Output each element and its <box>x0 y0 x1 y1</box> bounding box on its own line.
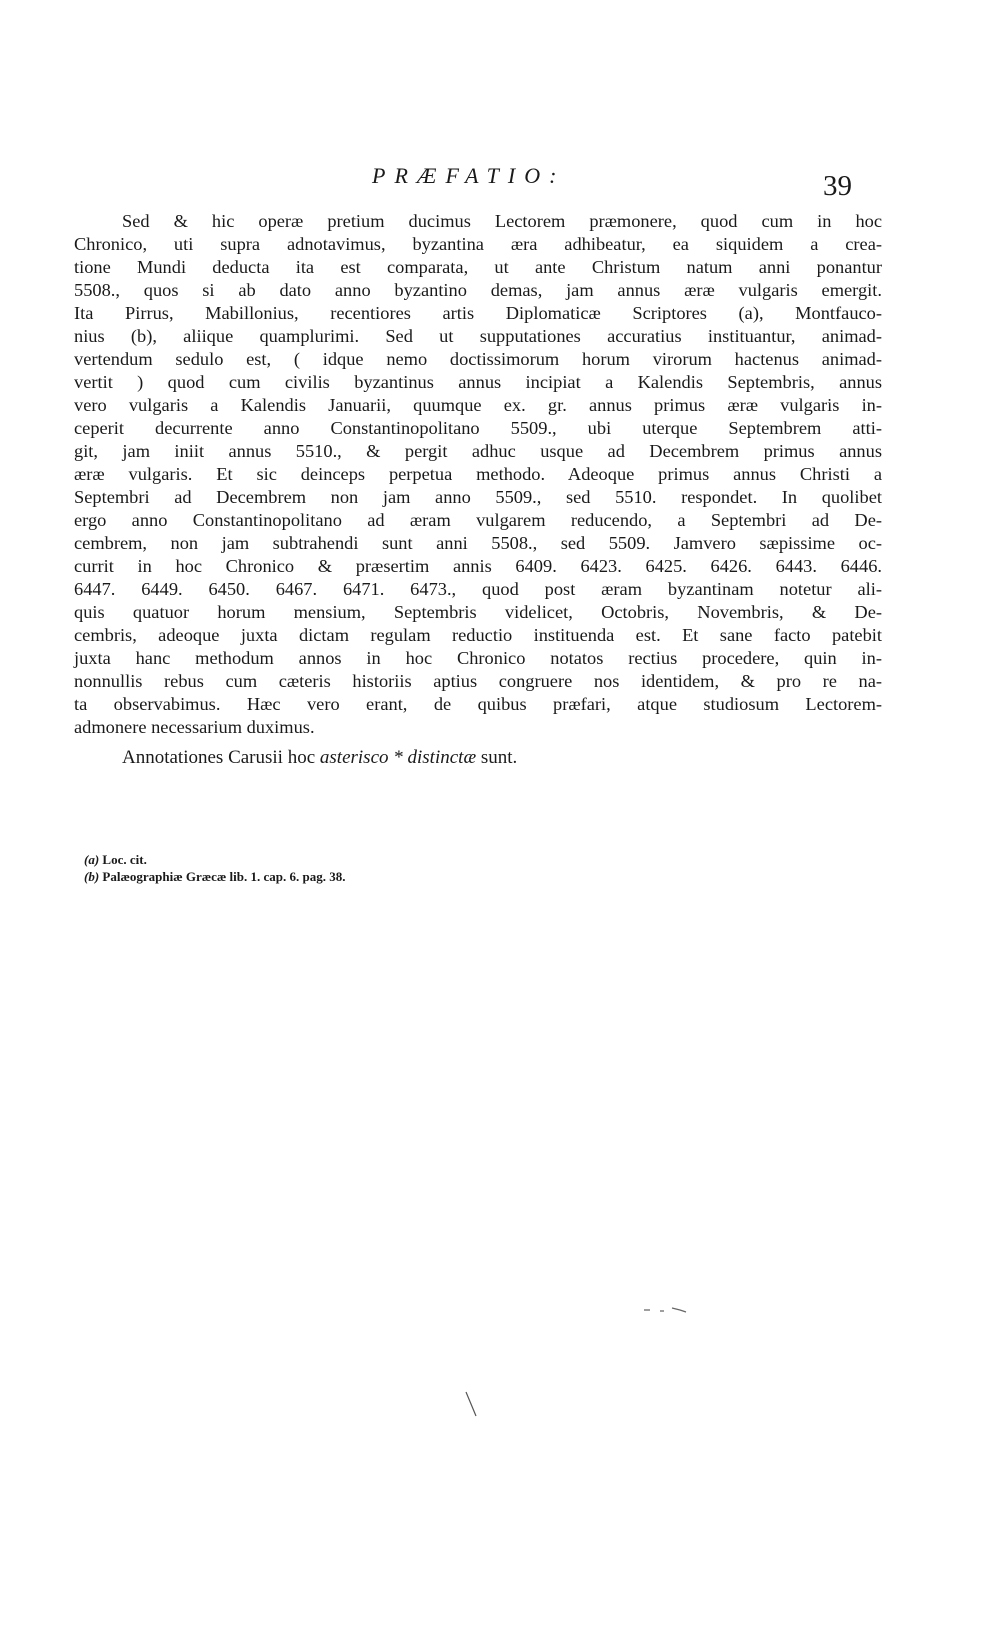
text-line: tione Mundi deducta ita est comparata, ut ante Christum natum anni ponantur <box>74 257 882 277</box>
text-line: quis quatuor horum mensium, Septembris videlicet, Octobris, Novembris, & De- <box>74 602 882 622</box>
text-line: Sed & hic operæ pretium ducimus Lectorem præmonere, quod cum in hoc <box>122 211 882 231</box>
text-line: 5508., quos si ab dato anno byzantino demas, jam annus æræ vulgaris emergit. <box>74 280 882 300</box>
footnote-mark: (a) <box>84 852 100 867</box>
running-title: PRÆFATIO: <box>372 163 566 188</box>
text-line: juxta hanc methodum annos in hoc Chronico notatos rectius procedere, quin in- <box>74 648 882 668</box>
footnote-text: Palæographiæ Græcæ lib. 1. cap. 6. pag. 38. <box>102 869 346 884</box>
footnotes <box>84 851 684 885</box>
text-line: ta observabimus. Hæc vero erant, de quibus præfari, atque studiosum Lectorem- <box>74 694 882 714</box>
text-line: ergo anno Constantinopolitano ad æram vulgarem reducendo, a Septembri ad De- <box>74 510 882 530</box>
text-line: Septembri ad Decembrem non jam anno 5509., sed 5510. respondet. In quolibet <box>74 487 882 507</box>
closing-note-start: Annotationes Carusii hoc <box>122 747 316 768</box>
text-line: æræ vulgaris. Et sic deinceps perpetua methodo. Adeoque primus annus Christi a <box>74 464 882 484</box>
scan-stroke-mark <box>462 1390 482 1420</box>
text-line: 6447. 6449. 6450. 6467. 6471. 6473., quod post æram byzantinam notetur ali- <box>74 579 882 599</box>
text-line: admonere necessarium duximus. <box>74 717 315 737</box>
footnote-text: Loc. cit. <box>102 852 147 867</box>
page-number: 39 <box>823 170 852 202</box>
footnote-a <box>84 851 684 868</box>
preface-text <box>74 210 882 770</box>
footnote-mark: (b) <box>84 869 100 884</box>
scan-speck-marks <box>640 1300 700 1320</box>
text-line: currit in hoc Chronico & præsertim annis 6409. 6423. 6425. 6426. 6443. 6446. <box>74 556 882 576</box>
text-line: nonnullis rebus cum cæteris historiis aptius congruere nos identidem, & pro re na- <box>74 671 882 691</box>
text-line: git, jam iniit annus 5510., & pergit adhuc usque ad Decembrem primus annus <box>74 441 882 461</box>
closing-note-end: sunt. <box>480 747 518 768</box>
footnote-b <box>84 868 684 885</box>
text-line: vertendum sedulo est, ( idque nemo doctissimorum horum virorum hactenus animad- <box>74 349 882 369</box>
text-line: cembris, adeoque juxta dictam regulam reductio instituenda est. Et sane facto patebit <box>74 625 882 645</box>
text-line: Chronico, uti supra adnotavimus, byzantina æra adhibeatur, ea siquidem a crea- <box>74 234 882 254</box>
closing-note <box>74 746 882 770</box>
text-line: nius (b), aliique quamplurimi. Sed ut supputationes accuratius instituantur, animad- <box>74 326 882 346</box>
text-line: vero vulgaris a Kalendis Januarii, quumque ex. gr. annus primus æræ vulgaris in- <box>74 395 882 415</box>
closing-note-italic: asterisco * distinctæ <box>319 747 477 768</box>
text-line: ceperit decurrente anno Constantinopolitano 5509., ubi uterque Septembrem atti- <box>74 418 882 438</box>
text-line: vertit ) quod cum civilis byzantinus annus incipiat a Kalendis Septembris, annus <box>74 372 882 392</box>
text-line: Ita Pirrus, Mabillonius, recentiores artis Diplomaticæ Scriptores (a), Montfauco- <box>74 303 882 323</box>
text-line: cembrem, non jam subtrahendi sunt anni 5508., sed 5509. Jamvero sæpissime oc- <box>74 533 882 553</box>
